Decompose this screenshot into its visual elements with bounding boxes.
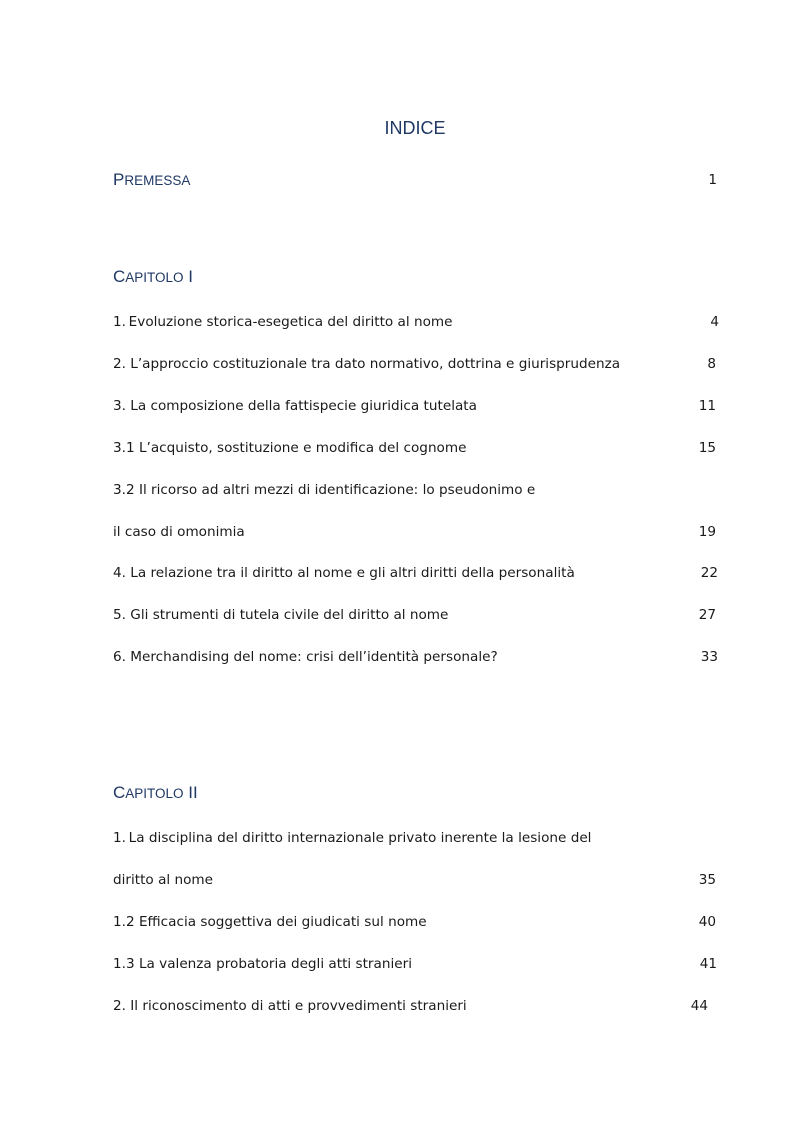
chapter-2-heading[interactable]: CAPITOLO II (113, 783, 198, 802)
toc-entry[interactable]: 3.2 Il ricorso ad altri mezzi di identificazione: lo pseudonimo e (113, 482, 536, 498)
toc-page: 33 (700, 649, 718, 665)
premessa-heading[interactable]: PREMESSA (113, 170, 191, 189)
toc-page: 4 (710, 314, 719, 330)
toc-entry[interactable]: 1.2 Efficacia soggettiva dei giudicati sul nome (113, 914, 427, 930)
toc-entry[interactable]: 4. La relazione tra il diritto al nome e gli altri diritti della personalità (113, 565, 575, 581)
toc-entry[interactable]: 2. Il riconoscimento di atti e provvedimenti stranieri (113, 998, 467, 1014)
toc-page: 11 (698, 398, 716, 414)
toc-entry[interactable]: 1. Evoluzione storica-esegetica del diritto al nome (113, 314, 453, 330)
toc-page: 8 (707, 356, 716, 372)
toc-entry[interactable]: 5. Gli strumenti di tutela civile del diritto al nome (113, 607, 449, 623)
premessa-page: 1 (708, 172, 717, 188)
toc-page: 22 (700, 565, 718, 581)
toc-page: 40 (698, 914, 716, 930)
toc-entry[interactable]: il caso di omonimia (113, 524, 245, 540)
page-title: INDICE (384, 118, 446, 138)
toc-entry[interactable]: 2. L’approccio costituzionale tra dato normativo, dottrina e giurisprudenza (113, 356, 621, 372)
toc-entry[interactable]: diritto al nome (113, 872, 214, 888)
toc-page: 27 (698, 607, 716, 623)
chapter-1-heading[interactable]: CAPITOLO I (113, 267, 194, 286)
toc-page: 41 (699, 956, 717, 972)
toc-entry[interactable]: 1.3 La valenza probatoria degli atti stranieri (113, 956, 412, 972)
toc-entry[interactable]: 1. La disciplina del diritto internazionale privato inerente la lesione del (113, 830, 592, 846)
toc-entry[interactable]: 6. Merchandising del nome: crisi dell’identità personale? (113, 649, 498, 665)
toc-entry[interactable]: 3. La composizione della fattispecie giuridica tutelata (113, 398, 477, 414)
toc-page: 15 (698, 440, 716, 456)
toc-page: 35 (698, 872, 716, 888)
toc-page: 44 (690, 998, 708, 1014)
toc-page: 19 (698, 524, 716, 540)
toc-entry[interactable]: 3.1 L’acquisto, sostituzione e modifica del cognome (113, 440, 467, 456)
